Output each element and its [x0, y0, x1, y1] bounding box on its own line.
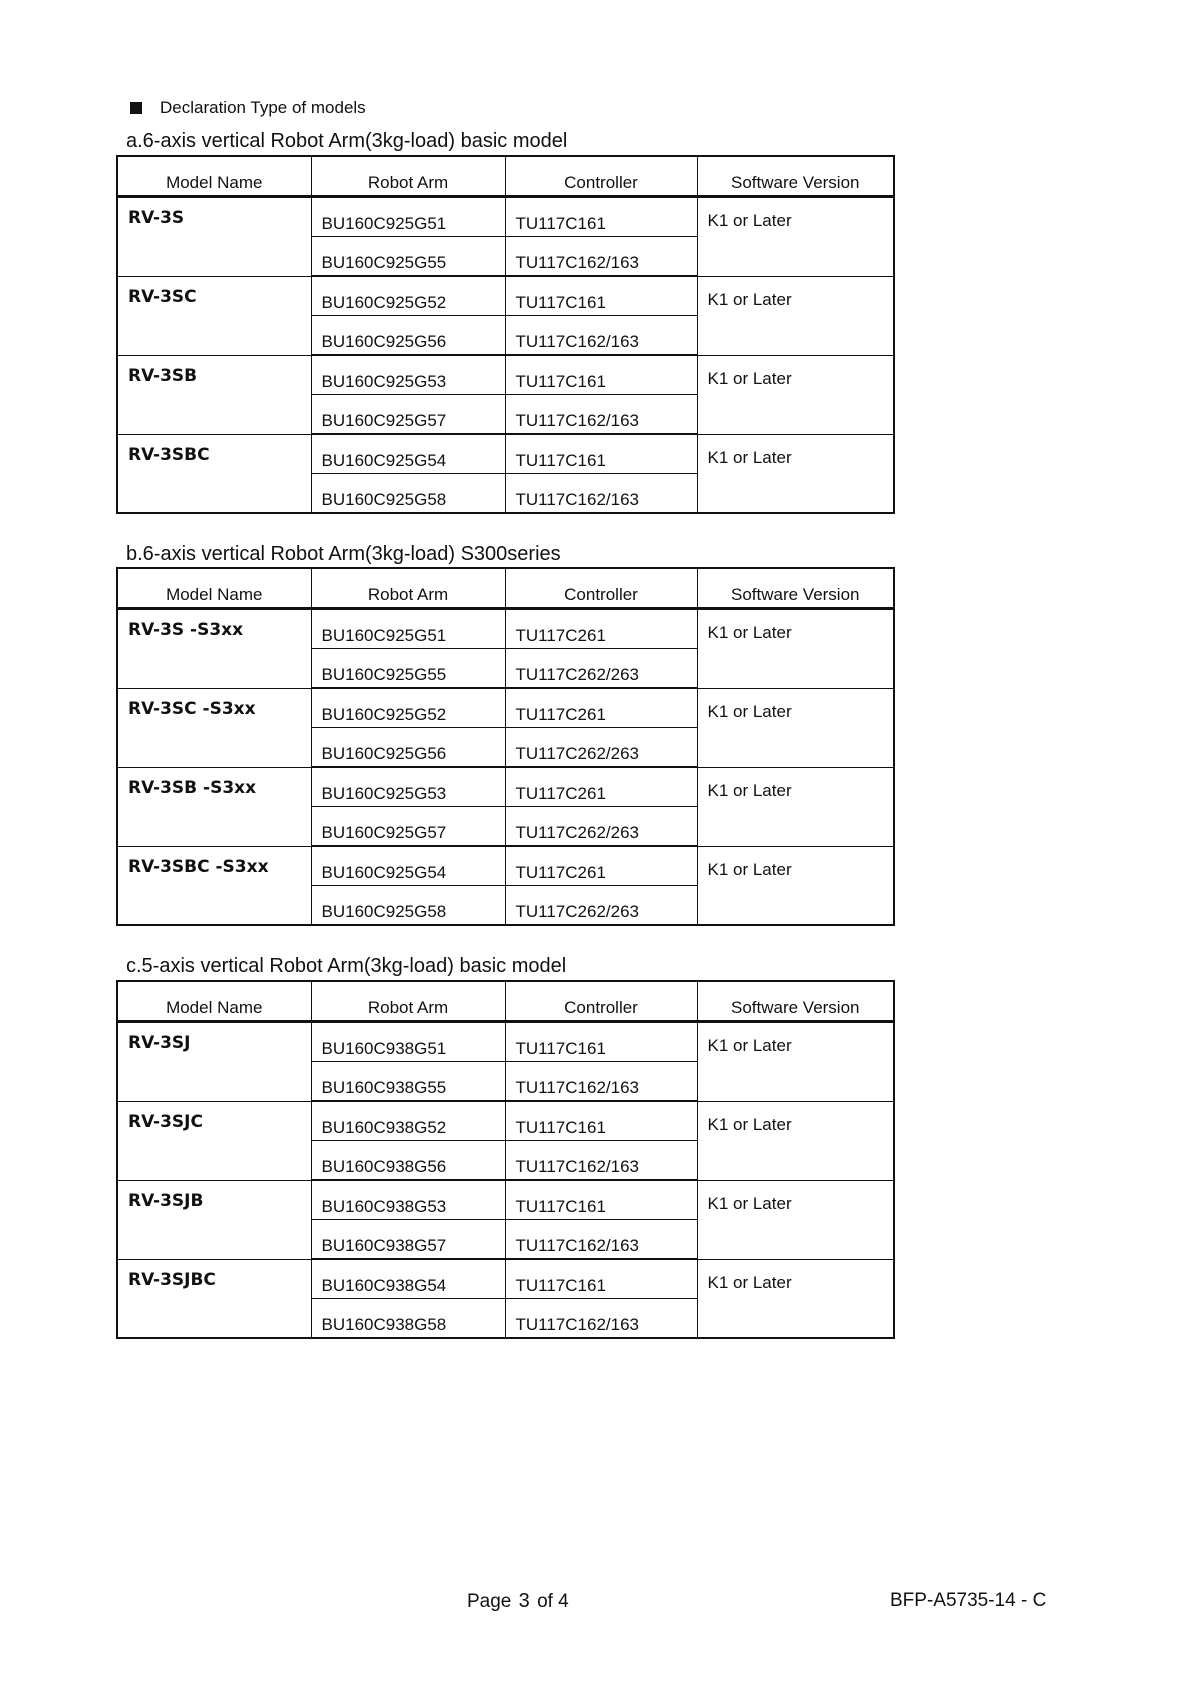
table-c-caption: c.5-axis vertical Robot Arm(3kg-load) basic model: [126, 955, 567, 977]
table-row: [117, 434, 894, 474]
controller-cell: TU117C161: [505, 276, 697, 316]
robot-arm-cell: BU160C938G54: [311, 1259, 505, 1299]
controller-cell: TU117C161: [505, 434, 697, 474]
model-name-cell: RV-3SC: [117, 276, 311, 355]
software-version-cell: K1 or Later: [697, 846, 894, 925]
table-row: [117, 609, 894, 649]
robot-arm-cell: BU160C925G54: [311, 434, 505, 474]
controller-cell: TU117C162/163: [505, 1141, 697, 1181]
software-version-cell: K1 or Later: [697, 1022, 894, 1102]
robot-arm-cell: BU160C938G51: [311, 1022, 505, 1062]
software-version-cell: K1 or Later: [697, 355, 894, 434]
software-version-cell: K1 or Later: [697, 609, 894, 689]
software-version-cell: K1 or Later: [697, 276, 894, 355]
column-header: Software Version: [697, 156, 894, 197]
column-header: Model Name: [117, 981, 311, 1022]
model-name-cell: RV-3SC -S3xx: [117, 688, 311, 767]
robot-arm-cell: BU160C925G56: [311, 316, 505, 356]
column-header: Model Name: [117, 568, 311, 609]
robot-arm-cell: BU160C938G55: [311, 1062, 505, 1102]
controller-cell: TU117C162/163: [505, 395, 697, 435]
document-id: BFP-A5735-14 - C: [890, 1590, 1047, 1611]
column-header: Controller: [505, 568, 697, 609]
robot-arm-cell: BU160C925G53: [311, 355, 505, 395]
column-header: Software Version: [697, 568, 894, 609]
table-b: [116, 567, 895, 926]
model-name-cell: RV-3SB: [117, 355, 311, 434]
controller-cell: TU117C162/163: [505, 316, 697, 356]
controller-cell: TU117C161: [505, 1259, 697, 1299]
controller-cell: TU117C262/263: [505, 807, 697, 847]
robot-arm-cell: BU160C938G56: [311, 1141, 505, 1181]
software-version-cell: K1 or Later: [697, 1259, 894, 1338]
table-row: [117, 1101, 894, 1141]
robot-arm-cell: BU160C925G55: [311, 649, 505, 689]
column-header: Robot Arm: [311, 156, 505, 197]
model-name-cell: RV-3SJB: [117, 1180, 311, 1259]
controller-cell: TU117C262/263: [505, 649, 697, 689]
table-b-caption: b.6-axis vertical Robot Arm(3kg-load) S300series: [126, 543, 561, 565]
column-header: Robot Arm: [311, 981, 505, 1022]
model-name-cell: RV-3S: [117, 197, 311, 277]
section-heading-text: Declaration Type of models: [160, 98, 366, 117]
controller-cell: TU117C162/163: [505, 1220, 697, 1260]
page-total: of 4: [537, 1591, 569, 1612]
robot-arm-cell: BU160C925G52: [311, 688, 505, 728]
robot-arm-cell: BU160C925G58: [311, 886, 505, 926]
robot-arm-cell: BU160C925G58: [311, 474, 505, 514]
robot-arm-cell: BU160C925G53: [311, 767, 505, 807]
controller-cell: TU117C161: [505, 355, 697, 395]
model-name-cell: RV-3SB -S3xx: [117, 767, 311, 846]
table-row: [117, 688, 894, 728]
robot-arm-cell: BU160C925G52: [311, 276, 505, 316]
controller-cell: TU117C162/163: [505, 1299, 697, 1339]
controller-cell: TU117C161: [505, 1022, 697, 1062]
software-version-cell: K1 or Later: [697, 767, 894, 846]
model-name-cell: RV-3SBC -S3xx: [117, 846, 311, 925]
table-row: [117, 197, 894, 237]
robot-arm-cell: BU160C938G53: [311, 1180, 505, 1220]
table-row: [117, 1259, 894, 1299]
robot-arm-cell: BU160C938G52: [311, 1101, 505, 1141]
controller-cell: TU117C161: [505, 1101, 697, 1141]
model-name-cell: RV-3SBC: [117, 434, 311, 513]
model-name-cell: RV-3S -S3xx: [117, 609, 311, 689]
robot-arm-cell: BU160C925G56: [311, 728, 505, 768]
controller-cell: TU117C162/163: [505, 237, 697, 277]
software-version-cell: K1 or Later: [697, 197, 894, 277]
table-a: [116, 155, 895, 514]
controller-cell: TU117C262/263: [505, 728, 697, 768]
column-header: Controller: [505, 981, 697, 1022]
table-row: [117, 355, 894, 395]
robot-arm-cell: BU160C938G58: [311, 1299, 505, 1339]
model-name-cell: RV-3SJ: [117, 1022, 311, 1102]
controller-cell: TU117C162/163: [505, 1062, 697, 1102]
robot-arm-cell: BU160C925G55: [311, 237, 505, 277]
column-header: Software Version: [697, 981, 894, 1022]
table-row: [117, 1022, 894, 1062]
model-name-cell: RV-3SJC: [117, 1101, 311, 1180]
software-version-cell: K1 or Later: [697, 434, 894, 513]
robot-arm-cell: BU160C938G57: [311, 1220, 505, 1260]
controller-cell: TU117C261: [505, 846, 697, 886]
table-row: [117, 767, 894, 807]
robot-arm-cell: BU160C925G57: [311, 395, 505, 435]
robot-arm-cell: BU160C925G51: [311, 197, 505, 237]
column-header: Robot Arm: [311, 568, 505, 609]
software-version-cell: K1 or Later: [697, 688, 894, 767]
column-header: Controller: [505, 156, 697, 197]
page-number: 3: [518, 1590, 530, 1612]
robot-arm-cell: BU160C925G54: [311, 846, 505, 886]
controller-cell: TU117C161: [505, 197, 697, 237]
table-row: [117, 276, 894, 316]
table-c: [116, 980, 895, 1339]
page-footer: [467, 1590, 569, 1613]
table-a-caption: a.6-axis vertical Robot Arm(3kg-load) basic model: [126, 130, 568, 152]
robot-arm-cell: BU160C925G57: [311, 807, 505, 847]
controller-cell: TU117C261: [505, 609, 697, 649]
controller-cell: TU117C161: [505, 1180, 697, 1220]
table-row: [117, 1180, 894, 1220]
robot-arm-cell: BU160C925G51: [311, 609, 505, 649]
software-version-cell: K1 or Later: [697, 1180, 894, 1259]
column-header: Model Name: [117, 156, 311, 197]
controller-cell: TU117C262/263: [505, 886, 697, 926]
controller-cell: TU117C162/163: [505, 474, 697, 514]
software-version-cell: K1 or Later: [697, 1101, 894, 1180]
model-name-cell: RV-3SJBC: [117, 1259, 311, 1338]
bullet-square-icon: [130, 102, 142, 114]
controller-cell: TU117C261: [505, 688, 697, 728]
controller-cell: TU117C261: [505, 767, 697, 807]
table-row: [117, 846, 894, 886]
section-heading: [130, 98, 366, 118]
page-label: Page: [467, 1591, 512, 1612]
